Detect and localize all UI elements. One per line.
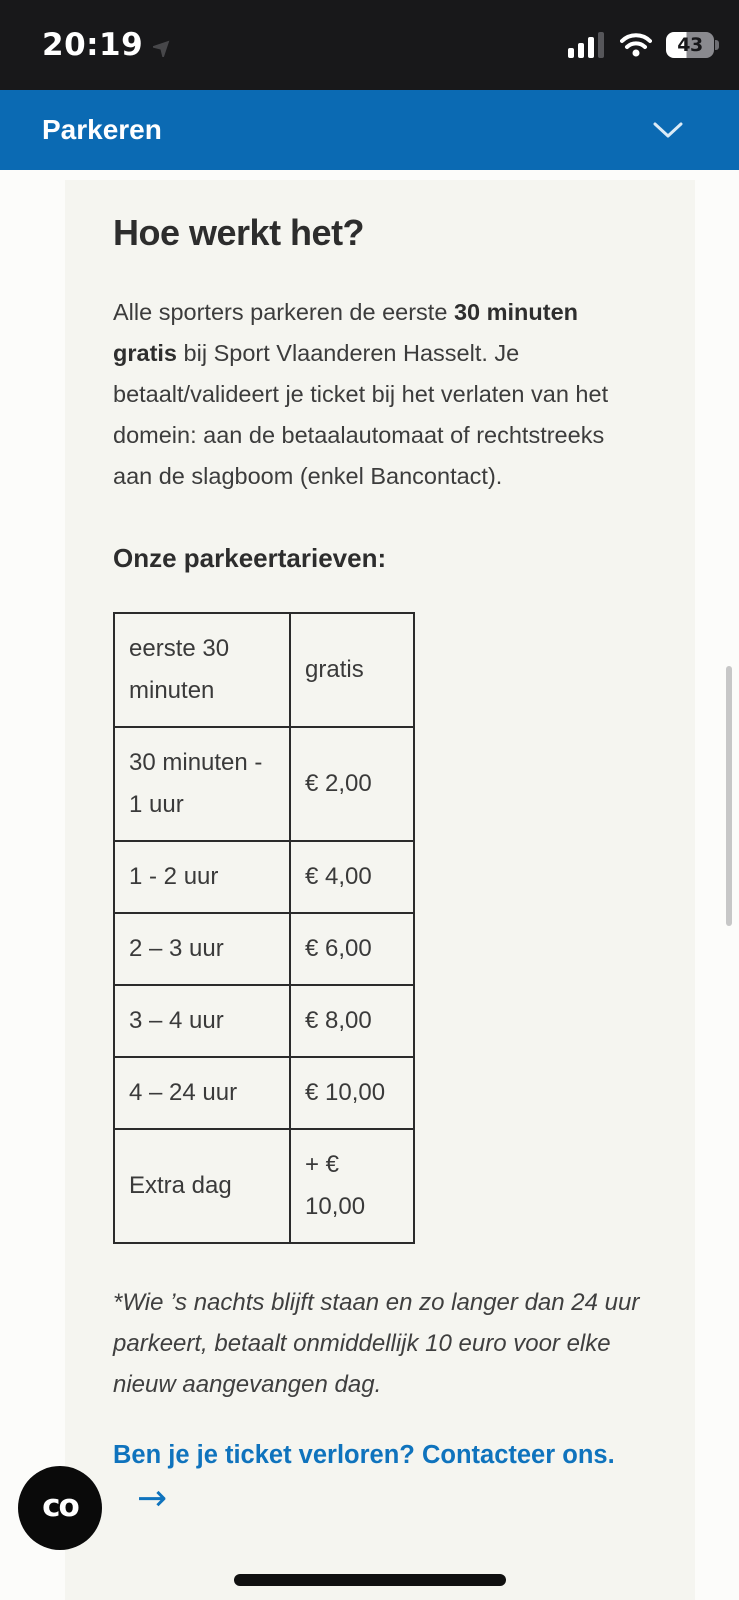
intro-text-1: Alle sporters parkeren de eerste xyxy=(113,299,454,325)
table-row xyxy=(114,1129,414,1243)
co-logo: co xyxy=(42,1488,78,1524)
battery-nub xyxy=(715,40,719,50)
table-row xyxy=(114,913,414,985)
wifi-icon xyxy=(620,33,652,57)
rate-value: € 4,00 xyxy=(290,841,414,913)
clock: 20:19 xyxy=(42,27,144,63)
co-widget-button[interactable] xyxy=(18,1466,102,1550)
battery-percent-label: 43 xyxy=(677,34,703,56)
intro-bold: 30 minuten gratis xyxy=(113,299,578,366)
rate-label: 2 – 3 uur xyxy=(114,913,290,985)
location-arrow-icon xyxy=(153,37,173,57)
table-row xyxy=(114,985,414,1057)
rates-subheading: Onze parkeertarieven: xyxy=(113,543,387,573)
rate-label: 3 – 4 uur xyxy=(114,985,290,1057)
rate-value: gratis xyxy=(290,613,414,727)
rate-value: + € 10,00 xyxy=(290,1129,414,1243)
rate-label: 1 - 2 uur xyxy=(114,841,290,913)
rate-value: € 2,00 xyxy=(290,727,414,841)
table-row xyxy=(114,727,414,841)
table-row xyxy=(114,841,414,913)
intro-text-2: bij Sport Vlaanderen Hasselt. Je betaalt/valideert je ticket bij het verlaten van het domein: aan de betaalautomaat of rechtstreeks aan de slagboom (enkel Bancontact). xyxy=(113,340,609,489)
rate-value: € 8,00 xyxy=(290,985,414,1057)
rate-label: 30 minuten - 1 uur xyxy=(114,727,290,841)
contact-link[interactable]: Ben je je ticket verloren? Contacteer ons. xyxy=(113,1441,615,1469)
content-panel xyxy=(65,180,695,1600)
home-indicator[interactable] xyxy=(234,1574,506,1586)
accordion-title: Parkeren xyxy=(42,114,162,145)
intro-paragraph xyxy=(113,292,645,497)
table-row xyxy=(114,1057,414,1129)
battery-indicator xyxy=(666,32,719,58)
rate-label: eerste 30 minuten xyxy=(114,613,290,727)
overnight-footnote: *Wie ’s nachts blijft staan en zo langer dan 24 uur parkeert, betaalt onmiddellijk 10 euro voor elke nieuw aangevangen dag. xyxy=(113,1289,640,1398)
parking-rates-table xyxy=(113,612,415,1244)
rate-label: 4 – 24 uur xyxy=(114,1057,290,1129)
scrollbar-thumb[interactable] xyxy=(726,666,732,926)
rate-label: Extra dag xyxy=(114,1129,290,1243)
rate-value: € 10,00 xyxy=(290,1057,414,1129)
status-bar xyxy=(0,0,739,90)
page-title: Hoe werkt het? xyxy=(113,212,365,253)
table-row xyxy=(114,613,414,727)
parkeren-accordion-header[interactable] xyxy=(0,90,739,170)
cellular-signal-icon xyxy=(568,32,606,58)
battery-level xyxy=(666,32,714,58)
status-icons xyxy=(568,0,719,90)
rate-value: € 6,00 xyxy=(290,913,414,985)
chevron-down-icon[interactable] xyxy=(653,122,683,139)
arrow-right-icon[interactable]: → xyxy=(137,1478,168,1519)
